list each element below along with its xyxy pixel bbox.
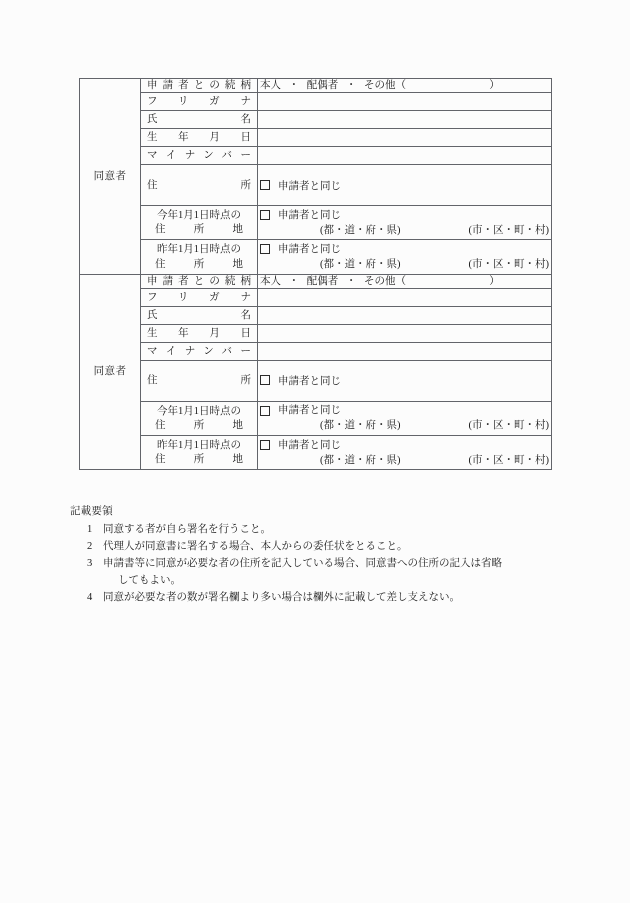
note-text: 同意する者が自ら署名を行うこと。	[103, 524, 271, 535]
table-row	[80, 274, 552, 288]
checkbox-icon[interactable]	[260, 375, 270, 385]
address-jurisdiction-row	[258, 417, 551, 432]
same-as-applicant-row	[258, 373, 551, 388]
row-label-address-last-year-1	[141, 240, 258, 274]
row-value-birthdate-2[interactable]	[258, 324, 552, 342]
prefecture-note[interactable]: (都・道・府・県)	[320, 420, 401, 432]
same-as-applicant-row	[258, 404, 551, 417]
address-jurisdiction-row	[258, 256, 551, 271]
note-number: 4	[87, 592, 93, 603]
table-row	[80, 240, 552, 274]
row-label-line1: 今年1月1日時点の	[157, 210, 241, 222]
same-as-applicant-row	[258, 439, 551, 452]
row-value-mynumber-1[interactable]	[258, 147, 552, 165]
row-value-address-1[interactable]	[258, 165, 552, 206]
row-value-mynumber-2[interactable]	[258, 342, 552, 360]
group-label-consenter-1: 同意者	[80, 79, 141, 275]
row-label-furigana-1	[141, 93, 258, 111]
city-note[interactable]: (市・区・町・村)	[468, 224, 549, 236]
row-label-birthdate-1	[141, 129, 258, 147]
row-value-furigana-1[interactable]	[258, 93, 552, 111]
row-label-text: フリガナ	[147, 291, 251, 303]
row-value-address-this-year-2[interactable]	[258, 401, 552, 435]
row-label-text	[141, 402, 257, 435]
list-item	[70, 555, 570, 589]
row-label-text: 申請者との続柄	[147, 275, 251, 287]
option-other[interactable]: その他（	[364, 275, 406, 287]
row-label-address-this-year-1	[141, 206, 258, 240]
row-value-relationship-1[interactable]	[258, 79, 552, 93]
note-number: 1	[87, 524, 93, 535]
row-label-text: マイナンバー	[147, 345, 251, 357]
table-row	[80, 342, 552, 360]
table-row	[80, 360, 552, 401]
row-label-line2: 住所地	[155, 258, 243, 270]
note-text	[103, 555, 570, 589]
option-self[interactable]: 本人	[260, 80, 281, 91]
note-text-continuation: してもよい。	[118, 575, 181, 586]
option-separator: ・	[288, 80, 300, 91]
checkbox-icon[interactable]	[260, 440, 270, 450]
row-label-mynumber-1	[141, 147, 258, 165]
consent-form-table	[79, 78, 552, 470]
table-row	[80, 147, 552, 165]
table-row	[80, 165, 552, 206]
row-label-line1: 昨年1月1日時点の	[157, 440, 241, 451]
option-other-close: ）	[489, 80, 500, 91]
relationship-options-1	[258, 79, 551, 92]
checkbox-label: 申請者と同じ	[278, 439, 341, 451]
table-row	[80, 79, 552, 93]
table-row	[80, 401, 552, 435]
option-other[interactable]: その他（	[364, 80, 406, 91]
consenter-block-2	[80, 274, 552, 470]
prefecture-note[interactable]: (都・道・府・県)	[320, 454, 401, 466]
row-value-name-1[interactable]	[258, 111, 552, 129]
checkbox-label: 申請者と同じ	[278, 243, 341, 255]
row-label-relationship-1	[141, 79, 258, 93]
note-number: 2	[87, 541, 93, 552]
checkbox-icon[interactable]	[260, 180, 270, 190]
row-label-text	[141, 436, 257, 469]
relationship-options-2	[258, 275, 551, 288]
row-label-text	[141, 240, 257, 273]
row-label-address-2	[141, 360, 258, 401]
table-row	[80, 436, 552, 470]
row-label-text	[141, 206, 257, 239]
row-value-birthdate-1[interactable]	[258, 129, 552, 147]
same-as-applicant-row	[258, 209, 551, 222]
row-value-address-last-year-2[interactable]	[258, 436, 552, 470]
note-number: 3	[87, 558, 93, 569]
group-label-consenter-2: 同意者	[80, 274, 141, 470]
checkbox-icon[interactable]	[260, 406, 270, 416]
address-jurisdiction-row	[258, 452, 551, 467]
row-label-name-2	[141, 306, 258, 324]
table-row	[80, 206, 552, 240]
instructions-title: 記載要領	[70, 506, 113, 517]
table-row	[80, 324, 552, 342]
option-separator: ・	[345, 80, 357, 91]
checkbox-label: 申請者と同じ	[278, 376, 341, 388]
row-label-line1: 昨年1月1日時点の	[157, 244, 241, 256]
address-jurisdiction-row	[258, 222, 551, 237]
list-item	[70, 538, 570, 555]
row-label-text: 住所	[147, 179, 251, 191]
consenter-block-1	[80, 79, 552, 275]
row-value-address-last-year-1[interactable]	[258, 240, 552, 274]
row-value-address-2[interactable]	[258, 360, 552, 401]
row-label-text: 氏名	[147, 309, 251, 321]
list-item	[70, 589, 570, 606]
row-label-address-last-year-2	[141, 436, 258, 470]
row-value-furigana-2[interactable]	[258, 288, 552, 306]
option-separator: ・	[345, 275, 357, 287]
checkbox-label: 申請者と同じ	[278, 180, 341, 192]
city-note[interactable]: (市・区・町・村)	[468, 454, 549, 466]
city-note[interactable]: (市・区・町・村)	[468, 420, 549, 432]
row-label-text: マイナンバー	[147, 150, 251, 162]
note-text: 同意が必要な者の数が署名欄より多い場合は欄外に記載して差し支えない。	[103, 592, 460, 603]
row-label-line2: 住所地	[155, 419, 243, 431]
row-label-text: 申請者との続柄	[147, 80, 251, 91]
city-note[interactable]: (市・区・町・村)	[468, 259, 549, 270]
row-label-text: 住所	[147, 375, 251, 387]
option-spouse[interactable]: 配偶者	[306, 80, 339, 91]
note-text-main: 申請書等に同意が必要な者の住所を記入している場合、同意書への住所の記入は省略	[103, 558, 502, 569]
row-label-text: フリガナ	[147, 96, 251, 108]
row-label-text: 生年月日	[147, 327, 251, 339]
table-row	[80, 129, 552, 147]
same-as-applicant-row	[258, 243, 551, 256]
option-self[interactable]: 本人	[260, 275, 281, 287]
row-label-address-this-year-2	[141, 401, 258, 435]
row-value-relationship-2[interactable]	[258, 274, 552, 288]
table-row	[80, 288, 552, 306]
instructions-section	[70, 503, 570, 606]
row-label-address-1	[141, 165, 258, 206]
checkbox-label: 申請者と同じ	[278, 405, 341, 417]
row-label-birthdate-2	[141, 324, 258, 342]
table-row	[80, 306, 552, 324]
row-value-name-2[interactable]	[258, 306, 552, 324]
prefecture-note[interactable]: (都・道・府・県)	[320, 259, 401, 270]
row-label-relationship-2	[141, 274, 258, 288]
same-as-applicant-row	[258, 178, 551, 193]
checkbox-icon[interactable]	[260, 244, 270, 254]
row-label-text: 氏名	[147, 114, 251, 126]
option-other-close: ）	[489, 275, 500, 287]
instructions-list	[70, 521, 570, 606]
row-value-address-this-year-1[interactable]	[258, 206, 552, 240]
table-row	[80, 93, 552, 111]
row-label-text: 生年月日	[147, 132, 251, 144]
prefecture-note[interactable]: (都・道・府・県)	[320, 224, 401, 236]
checkbox-icon[interactable]	[260, 210, 270, 220]
note-text: 代理人が同意書に署名する場合、本人からの委任状をとること。	[103, 541, 408, 552]
row-label-line2: 住所地	[155, 454, 243, 466]
option-separator: ・	[288, 275, 300, 287]
list-item	[70, 521, 570, 538]
row-label-line2: 住所地	[155, 224, 243, 236]
row-label-furigana-2	[141, 288, 258, 306]
row-label-name-1	[141, 111, 258, 129]
row-label-line1: 今年1月1日時点の	[157, 405, 241, 417]
option-spouse[interactable]: 配偶者	[306, 275, 339, 287]
checkbox-label: 申請者と同じ	[278, 209, 341, 221]
table-row	[80, 111, 552, 129]
row-label-mynumber-2	[141, 342, 258, 360]
